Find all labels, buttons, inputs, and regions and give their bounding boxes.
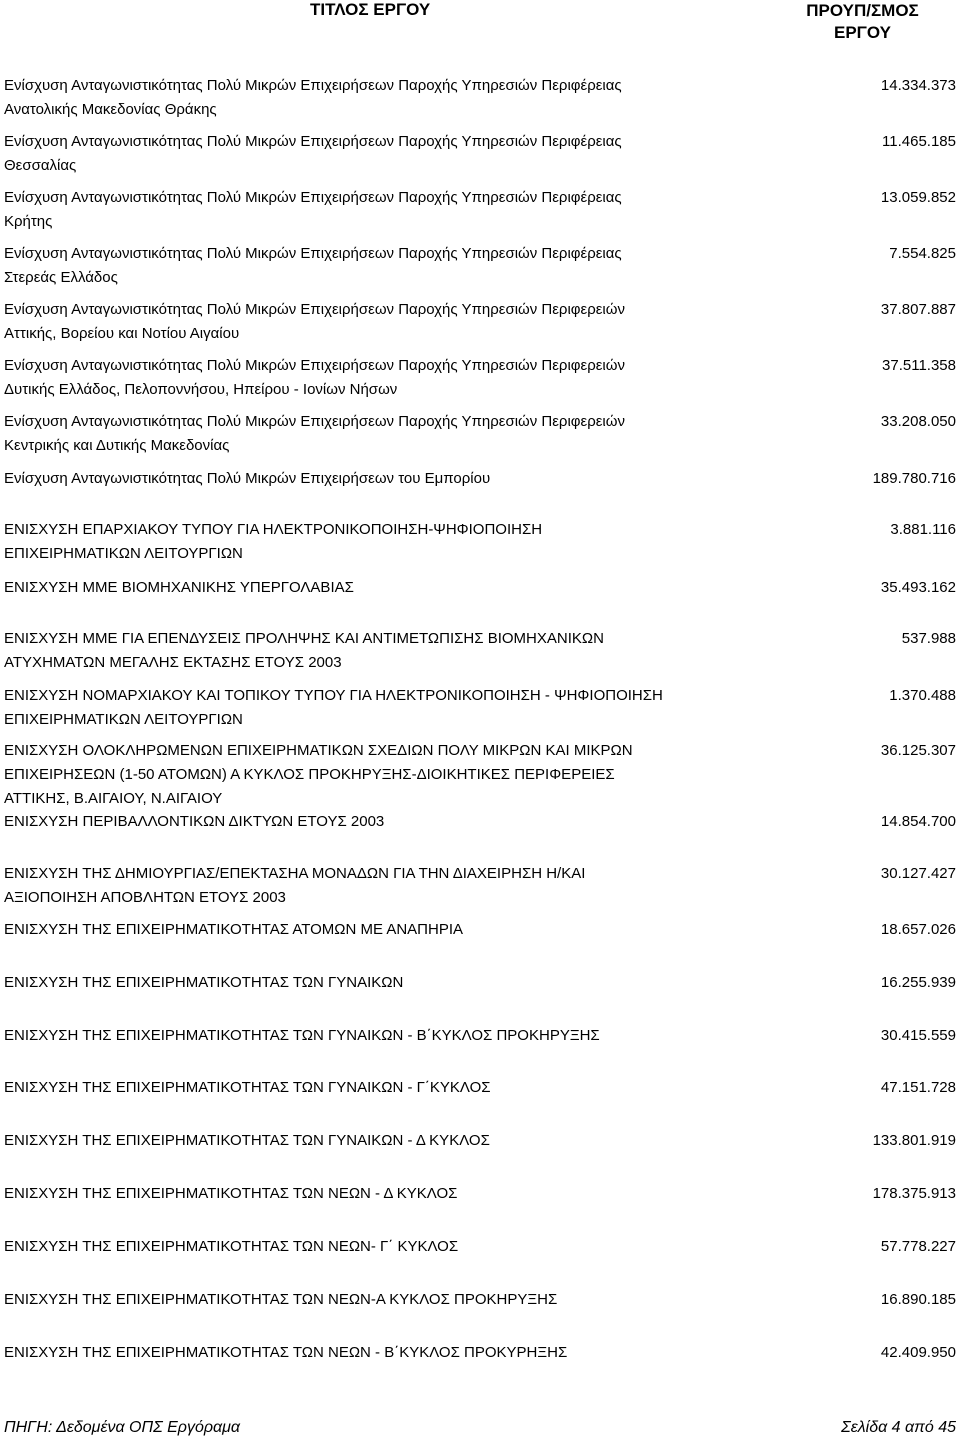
project-budget: 47.151.728 [880,1079,956,1096]
project-title: ΕΝΙΣΧΥΣΗ ΟΛΟΚΛΗΡΩΜΕΝΩΝ ΕΠΙΧΕΙΡΗΜΑΤΙΚΩΝ ΣΧΕΔΙΩΝ ΠΟΛΥ ΜΙΚΡΩΝ ΚΑΙ ΜΙΚΡΩΝ ΕΠΙΧΕΙΡΗΣΕΩΝ (1-50 ΑΤΟΜΩΝ) Α ΚΥΚΛΟΣ ΠΡΟΚΗΡΥΞΗΣ-ΔΙΟΙΚΗΤΙΚΕΣ ΠΕΡΙΦΕΡΕΙΕΣ ΑΤΤΙΚΗΣ, Β.ΑΙΓΑΙΟΥ, Ν.ΑΙΓΑΙΟΥ [4,742,633,807]
project-title: ΕΝΙΣΧΥΣΗ ΤΗΣ ΕΠΙΧΕΙΡΗΜΑΤΙΚΟΤΗΤΑΣ ΤΩΝ ΝΕΩΝ - Β΄ΚΥΚΛΟΣ ΠΡΟΚΥΡΗΞΗΣ [4,1344,568,1361]
project-title: ΕΝΙΣΧΥΣΗ ΤΗΣ ΕΠΙΧΕΙΡΗΜΑΤΙΚΟΤΗΤΑΣ ΤΩΝ ΝΕΩΝ - Δ ΚΥΚΛΟΣ [4,1185,458,1202]
project-budget: 30.415.559 [880,1027,956,1044]
project-budget: 16.255.939 [880,974,956,991]
project-title: Ενίσχυση Ανταγωνιστικότητας Πολύ Μικρών Επιχειρήσεων Παροχής Υπηρεσιών Περιφερειών Δυτικής Ελλάδος, Πελοποννήσου, Ηπείρου - Ιονίων Νήσων [4,357,625,398]
project-title: Ενίσχυση Ανταγωνιστικότητας Πολύ Μικρών Επιχειρήσεων Παροχής Υπηρεσιών Περιφέρειας Στερεάς Ελλάδος [4,245,622,286]
project-title: ΕΝΙΣΧΥΣΗ ΤΗΣ ΕΠΙΧΕΙΡΗΜΑΤΙΚΟΤΗΤΑΣ ΑΤΟΜΩΝ ΜΕ ΑΝΑΠΗΡΙΑ [4,921,464,938]
project-title: Ενίσχυση Ανταγωνιστικότητας Πολύ Μικρών Επιχειρήσεων Παροχής Υπηρεσιών Περιφέρειας Θεσσαλίας [4,133,622,174]
project-budget: 7.554.825 [889,245,956,262]
project-budget: 57.778.227 [880,1238,956,1255]
project-budget: 13.059.852 [880,189,956,206]
project-title: Ενίσχυση Ανταγωνιστικότητας Πολύ Μικρών Επιχειρήσεων Παροχής Υπηρεσιών Περιφέρειας Ανατολικής Μακεδονίας Θράκης [4,77,622,118]
project-title: ΕΝΙΣΧΥΣΗ ΤΗΣ ΕΠΙΧΕΙΡΗΜΑΤΙΚΟΤΗΤΑΣ ΤΩΝ ΝΕΩΝ-Α ΚΥΚΛΟΣ ΠΡΟΚΗΡΥΞΗΣ [4,1291,558,1308]
project-budget: 30.127.427 [880,865,956,882]
project-title: ΕΝΙΣΧΥΣΗ ΜΜΕ ΒΙΟΜΗΧΑΝΙΚΗΣ ΥΠΕΡΓΟΛΑΒΙΑΣ [4,579,354,596]
project-budget: 537.988 [901,630,956,647]
project-budget: 18.657.026 [880,921,956,938]
project-title: Ενίσχυση Ανταγωνιστικότητας Πολύ Μικρών Επιχειρήσεων Παροχής Υπηρεσιών Περιφερειών Κεντρικής και Δυτικής Μακεδονίας [4,413,625,454]
project-title: ΕΝΙΣΧΥΣΗ ΤΗΣ ΕΠΙΧΕΙΡΗΜΑΤΙΚΟΤΗΤΑΣ ΤΩΝ ΓΥΝΑΙΚΩΝ - Γ΄ΚΥΚΛΟΣ [4,1079,491,1096]
project-title: ΕΝΙΣΧΥΣΗ ΤΗΣ ΕΠΙΧΕΙΡΗΜΑΤΙΚΟΤΗΤΑΣ ΤΩΝ ΓΥΝΑΙΚΩΝ - Β΄ΚΥΚΛΟΣ ΠΡΟΚΗΡΥΞΗΣ [4,1027,600,1044]
project-title: ΕΝΙΣΧΥΣΗ ΠΕΡΙΒΑΛΛΟΝΤΙΚΩΝ ΔΙΚΤΥΩΝ ΕΤΟΥΣ 2003 [4,813,385,830]
page-number: Σελίδα 4 από 45 [841,1419,956,1436]
source-note: ΠΗΓΗ: Δεδομένα ΟΠΣ Εργόραμα [4,1419,241,1436]
column-header-budget: ΠΡΟΥΠ/ΣΜΟΣ ΕΡΓΟΥ [806,1,919,42]
project-budget: 11.465.185 [882,133,956,150]
project-title: ΕΝΙΣΧΥΣΗ ΤΗΣ ΕΠΙΧΕΙΡΗΜΑΤΙΚΟΤΗΤΑΣ ΤΩΝ ΓΥΝΑΙΚΩΝ [4,974,404,991]
project-title: Ενίσχυση Ανταγωνιστικότητας Πολύ Μικρών Επιχειρήσεων Παροχής Υπηρεσιών Περιφερειών Αττικής, Βορείου και Νοτίου Αιγαίου [4,301,625,342]
project-title: ΕΝΙΣΧΥΣΗ ΤΗΣ ΔΗΜΙΟΥΡΓΙΑΣ/ΕΠΕΚΤΑΣΗΑ ΜΟΝΑΔΩΝ ΓΙΑ ΤΗΝ ΔΙΑΧΕΙΡΗΣΗ Η/ΚΑΙ ΑΞΙΟΠΟΙΗΣΗ ΑΠΟΒΛΗΤΩΝ ΕΤΟΥΣ 2003 [4,865,586,906]
project-budget: 42.409.950 [880,1344,956,1361]
project-title: ΕΝΙΣΧΥΣΗ ΜΜΕ ΓΙΑ ΕΠΕΝΔΥΣΕΙΣ ΠΡΟΛΗΨΗΣ ΚΑΙ ΑΝΤΙΜΕΤΩΠΙΣΗΣ ΒΙΟΜΗΧΑΝΙΚΩΝ ΑΤΥΧΗΜΑΤΩΝ ΜΕΓΑΛΗΣ ΕΚΤΑΣΗΣ ΕΤΟΥΣ 2003 [4,630,604,671]
project-budget: 14.854.700 [880,813,956,830]
project-budget: 36.125.307 [880,742,956,759]
project-budget: 37.511.358 [882,357,956,374]
project-budget: 14.334.373 [880,77,956,94]
project-budget: 37.807.887 [880,301,956,318]
project-budget: 33.208.050 [880,413,956,430]
project-title: ΕΝΙΣΧΥΣΗ ΤΗΣ ΕΠΙΧΕΙΡΗΜΑΤΙΚΟΤΗΤΑΣ ΤΩΝ ΝΕΩΝ- Γ΄ ΚΥΚΛΟΣ [4,1238,459,1255]
project-title: ΕΝΙΣΧΥΣΗ ΤΗΣ ΕΠΙΧΕΙΡΗΜΑΤΙΚΟΤΗΤΑΣ ΤΩΝ ΓΥΝΑΙΚΩΝ - Δ ΚΥΚΛΟΣ [4,1132,490,1149]
table-header [0,0,960,50]
project-title: Ενίσχυση Ανταγωνιστικότητας Πολύ Μικρών Επιχειρήσεων του Εμπορίου [4,470,491,487]
project-title: ΕΝΙΣΧΥΣΗ ΝΟΜΑΡΧΙΑΚΟΥ ΚΑΙ ΤΟΠΙΚΟΥ ΤΥΠΟΥ ΓΙΑ ΗΛΕΚΤΡΟΝΙΚΟΠΟΙΗΣΗ - ΨΗΦΙΟΠΟΙΗΣΗ ΕΠΙΧΕΙΡΗΜΑΤΙΚΩΝ ΛΕΙΤΟΥΡΓΙΩΝ [4,687,663,728]
project-budget: 16.890.185 [880,1291,956,1308]
project-budget: 178.375.913 [872,1185,956,1202]
project-budget: 3.881.116 [890,521,956,538]
project-title: Ενίσχυση Ανταγωνιστικότητας Πολύ Μικρών Επιχειρήσεων Παροχής Υπηρεσιών Περιφέρειας Κρήτης [4,189,622,230]
project-budget: 1.370.488 [889,687,956,704]
project-budget: 35.493.162 [880,579,956,596]
column-header-title: ΤΙΤΛΟΣ ΕΡΓΟΥ [310,0,431,19]
project-budget: 133.801.919 [872,1132,956,1149]
project-title: ΕΝΙΣΧΥΣΗ ΕΠΑΡΧΙΑΚΟΥ ΤΥΠΟΥ ΓΙΑ ΗΛΕΚΤΡΟΝΙΚΟΠΟΙΗΣΗ-ΨΗΦΙΟΠΟΙΗΣΗ ΕΠΙΧΕΙΡΗΜΑΤΙΚΩΝ ΛΕΙΤΟΥΡΓΙΩΝ [4,521,543,562]
project-budget: 189.780.716 [872,470,956,487]
